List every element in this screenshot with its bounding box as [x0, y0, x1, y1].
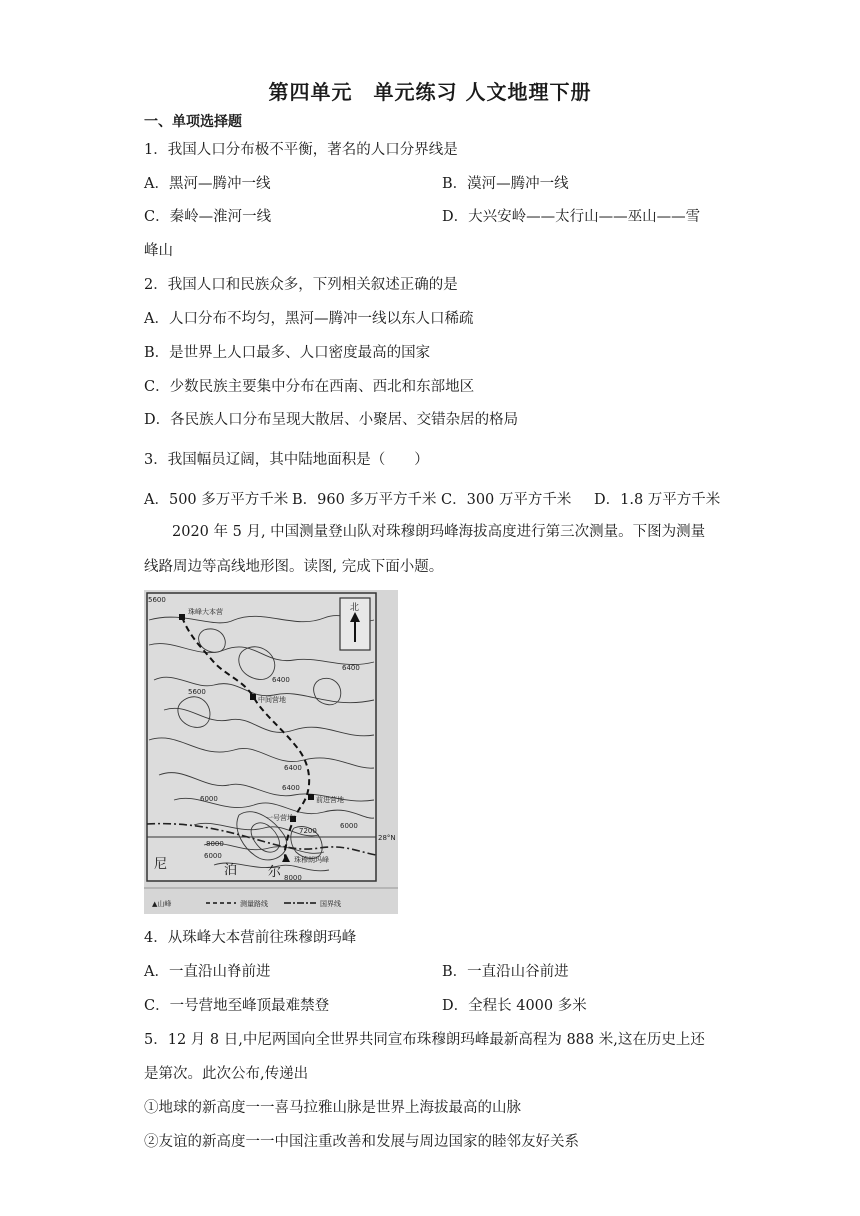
- question-5-statement-2: ②友谊的新高度一一中国注重改善和发展与周边国家的睦邻友好关系: [144, 1134, 579, 1150]
- middle-camp-label: 中间营地: [258, 696, 286, 704]
- question-3-option-c: C．300 万平方千米: [441, 492, 572, 508]
- camp1-label: 一号营地: [266, 814, 294, 822]
- question-5-stem-continued: 是第次。此次公布,传递出: [144, 1066, 309, 1082]
- base-camp-label: 珠峰大本营: [188, 608, 223, 616]
- contour-label: 6400: [272, 676, 290, 684]
- contour-label: 6400: [284, 764, 302, 772]
- contour-label: 6000: [340, 822, 358, 830]
- question-2-option-d: D．各民族人口分布呈现大散居、小聚居、交错杂居的格局: [144, 412, 519, 428]
- question-4-option-a: A．一直沿山脊前进: [144, 964, 271, 980]
- contour-label: 6400: [342, 664, 360, 672]
- question-5-stem: 5．12 月 8 日,中尼两国向全世界共同宣布珠穆朗玛峰最新高程为 888 米,这在历史上还: [144, 1032, 705, 1048]
- question-3-stem: 3．我国幅员辽阔，其中陆地面积是（ ）: [144, 452, 429, 468]
- north-label: 北: [350, 603, 360, 613]
- middle-camp-marker: [250, 694, 256, 700]
- question-1-option-d: D．大兴安岭——太行山——巫山——雪: [442, 209, 701, 225]
- question-3-option-d: D．1.8 万平方千米: [594, 492, 721, 508]
- legend-route: 测量路线: [240, 900, 268, 908]
- page-title: 第四单元 单元练习 人文地理下册: [268, 80, 592, 104]
- contour-label: 5600: [188, 688, 206, 696]
- passage-line-2: 线路周边等高线地形图。读图, 完成下面小题。: [144, 559, 444, 575]
- question-1-option-d-continued: 峰山: [144, 243, 173, 259]
- question-1-option-a: A．黑河—腾冲一线: [144, 176, 271, 192]
- section-heading: 一、单项选择题: [144, 114, 242, 130]
- contour-label: 6000: [204, 852, 222, 860]
- question-2-option-a: A．人口分布不均匀，黑河—腾冲一线以东人口稀疏: [144, 311, 474, 327]
- passage-line-1: 2020 年 5 月, 中国测量登山队对珠穆朗玛峰海拔高度进行第三次测量。下图为测量: [172, 524, 706, 540]
- question-5-statement-1: ①地球的新高度一一喜马拉雅山脉是世界上海拔最高的山脉: [144, 1100, 521, 1116]
- contour-label: 6400: [282, 784, 300, 792]
- latitude-label: 28°N: [378, 834, 396, 842]
- question-1-stem: 1．我国人口分布极不平衡，著名的人口分界线是: [144, 142, 458, 158]
- question-2-option-c: C．少数民族主要集中分布在西南、西北和东部地区: [144, 379, 475, 395]
- question-4-option-b: B．一直沿山谷前进: [442, 964, 569, 980]
- question-2-option-b: B．是世界上人口最多、人口密度最高的国家: [144, 345, 431, 361]
- question-1-option-c: C．秦岭—淮河一线: [144, 209, 272, 225]
- nepal-label-char: 尔: [268, 865, 282, 880]
- contour-label: 6000: [200, 795, 218, 803]
- advanced-camp-label: 前进营地: [316, 796, 344, 804]
- contour-label: 7200: [299, 827, 317, 835]
- question-4-option-d: D．全程长 4000 多米: [442, 998, 587, 1014]
- contour-label: 5600: [148, 596, 166, 604]
- question-4-stem: 4．从珠峰大本营前往珠穆朗玛峰: [144, 930, 357, 946]
- question-2-stem: 2．我国人口和民族众多，下列相关叙述正确的是: [144, 277, 458, 293]
- question-1-option-b: B．漠河—腾冲一线: [442, 176, 569, 192]
- question-3-option-a: A．500 多万平方千米: [144, 492, 289, 508]
- question-4-option-c: C．一号营地至峰顶最难禁登: [144, 998, 330, 1014]
- nepal-label-char: 尼: [154, 857, 168, 872]
- contour-label: 8000: [206, 840, 224, 848]
- legend-peak: ▲山峰: [152, 900, 172, 908]
- contour-map: [144, 590, 398, 914]
- base-camp-marker: [179, 614, 185, 620]
- advanced-camp-marker: [308, 794, 314, 800]
- summit-label: 珠穆朗玛峰: [294, 856, 329, 864]
- contour-label: 8000: [284, 874, 302, 882]
- question-3-option-b: B．960 多万平方千米: [292, 492, 437, 508]
- nepal-label-char: 泊: [224, 863, 238, 878]
- legend-border: 国界线: [320, 900, 341, 908]
